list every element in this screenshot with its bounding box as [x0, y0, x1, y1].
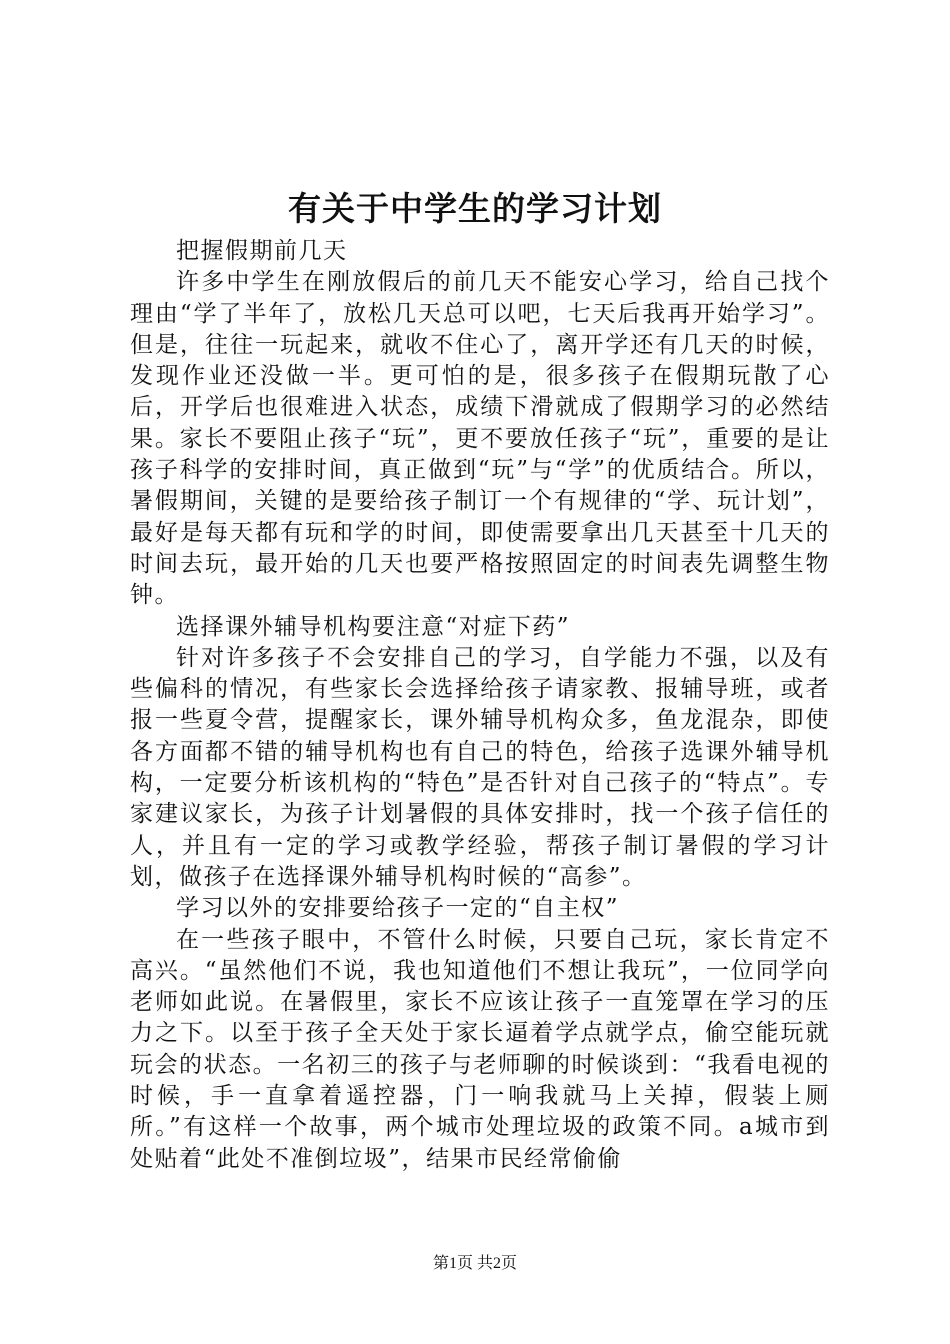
section-heading-3: 学习以外的安排要给孩子一定的“自主权” — [176, 895, 620, 922]
section-heading-2: 选择课外辅导机构要注意“对症下药” — [176, 613, 571, 640]
document-body — [130, 236, 830, 1175]
document-title: 有关于中学生的学习计划 — [288, 189, 662, 228]
body-paragraph-3: 在一些孩子眼中，不管什么时候，只要自己玩，家长肯定不高兴。“虽然他们不说，我也知道他们不想让我玩”，一位同学向老师如此说。在暑假里，家长不应该让孩子一直笼罩在学习的压力之下。以至于孩子全天处于家长逼着学点就学点，偷空能玩就玩会的状态。一名初三的孩子与老师聊的时候谈到：“我看电视的时候，手一直拿着遥控器，门一响我就马上关掉，假装上厕所。”有这样一个故事，两个城市处理垃圾的政策不同。a城市到处贴着“此处不准倒垃圾”，结果市民经常偷偷 — [130, 926, 830, 1172]
body-paragraph-2: 针对许多孩子不会安排自己的学习，自学能力不强，以及有些偏科的情况，有些家长会选择给孩子请家教、报辅导班，或者报一些夏令营，提醒家长，课外辅导机构众多，鱼龙混杂，即使各方面都不错的辅导机构也有自己的特色，给孩子选课外辅导机构，一定要分析该机构的“特色”是否针对自己孩子的“特点”。专家建议家长，为孩子计划暑假的具体安排时，找一个孩子信任的人，并且有一定的学习或教学经验，帮孩子制订暑假的学习计划，做孩子在选择课外辅导机构时候的“高参”。 — [130, 644, 830, 890]
page-footer: 第1页 共2页 — [432, 1255, 517, 1272]
section-heading-1: 把握假期前几天 — [176, 238, 348, 264]
body-paragraph-1: 许多中学生在刚放假后的前几天不能安心学习，给自己找个理由“学了半年了，放松几天总可以吧，七天后我再开始学习”。但是，往往一玩起来，就收不住心了，离开学还有几天的时候，发现作业还没做一半。更可怕的是，很多孩子在假期玩散了心后，开学后也很难进入状态，成绩下滑就成了假期学习的必然结果。家长不要阻止孩子“玩”，更不要放任孩子“玩”，重要的是让孩子科学的安排时间，真正做到“玩”与“学”的优质结合。所以，暑假期间，关键的是要给孩子制订一个有规律的“学、玩计划”，最好是每天都有玩和学的时间，即使需要拿出几天甚至十几天的时间去玩，最开始的几天也要严格按照固定的时间表先调整生物钟。 — [130, 269, 830, 609]
